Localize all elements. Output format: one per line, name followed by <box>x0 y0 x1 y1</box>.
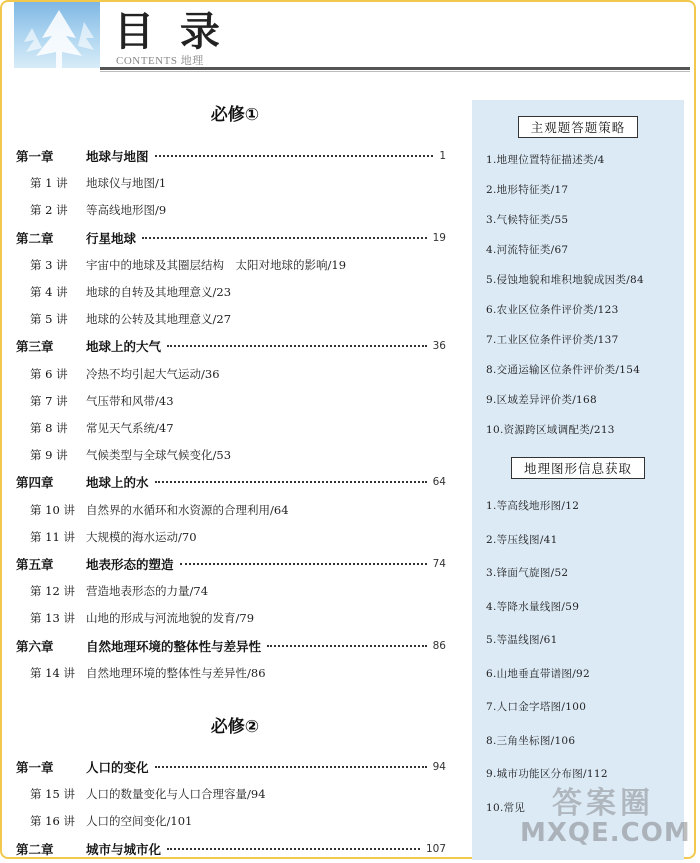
toc-number: 第 12 讲 <box>30 584 75 599</box>
toc-title: 行星地球 <box>86 230 137 246</box>
toc-title: 城市与城市化 <box>86 841 162 857</box>
toc-page-number: 64 <box>432 476 446 489</box>
toc-number: 第 3 讲 <box>30 257 68 272</box>
toc-number: 第 10 讲 <box>30 502 75 517</box>
toc-lecture-row <box>16 281 446 303</box>
toc-title: 气压带和风带/43 <box>86 393 174 408</box>
header-tree-image <box>14 2 100 68</box>
toc-leader-dots <box>142 237 427 239</box>
toc-title: 地球的公转及其地理意义/27 <box>86 312 232 327</box>
toc-lecture-row <box>16 580 446 602</box>
toc-number: 第一章 <box>16 760 54 775</box>
panel-list-item: 10.常见 <box>486 801 526 814</box>
panel-list-item: 4.河流特征类/67 <box>486 244 569 256</box>
toc-chapter-row <box>16 227 446 249</box>
page-title: 目 录 <box>114 8 226 55</box>
toc-chapter-row <box>16 756 446 778</box>
page-subtitle: CONTENTS 地理 <box>116 55 204 67</box>
toc-title: 大规模的海水运动/70 <box>86 529 197 544</box>
toc-number: 第五章 <box>16 557 54 572</box>
header-divider <box>100 67 690 70</box>
toc-title: 等高线地形图/9 <box>86 203 167 218</box>
toc-title: 气候类型与全球气候变化/53 <box>86 448 232 463</box>
toc-leader-dots <box>155 155 434 157</box>
toc-page-number: 1 <box>439 150 446 162</box>
toc-lecture-row <box>16 662 446 684</box>
toc-lecture-row <box>16 363 446 385</box>
toc-page-number: 107 <box>425 842 446 855</box>
toc-number: 第 2 讲 <box>30 203 68 218</box>
panel-list-item: 5.侵蚀地貌和堆积地貌成因类/84 <box>486 274 645 286</box>
toc-number: 第二章 <box>16 230 54 246</box>
panel-list-item: 9.城市功能区分布图/112 <box>486 768 608 780</box>
toc-number: 第 1 讲 <box>30 176 68 191</box>
toc-lecture-row <box>16 607 446 629</box>
toc-lecture-row <box>16 254 446 276</box>
toc-number: 第 11 讲 <box>30 529 75 544</box>
panel-list-item: 7.人口金字塔图/100 <box>486 701 587 713</box>
watermark-bottom-text: MXQE.COM <box>520 818 691 848</box>
toc-title: 山地的形成与河流地貌的发育/79 <box>86 611 255 626</box>
strategy-title: 主观题答题策略 <box>518 116 639 138</box>
strategy-header <box>472 116 684 138</box>
toc-title: 营造地表形态的力量/74 <box>86 584 209 599</box>
toc-title: 常见天气系统/47 <box>86 421 174 435</box>
toc-lecture-row <box>16 499 446 521</box>
panel-list-item: 3.锋面气旋图/52 <box>486 567 569 579</box>
toc-number: 第 14 讲 <box>30 665 75 680</box>
toc-number: 第四章 <box>16 475 54 491</box>
tree-illustration <box>22 8 96 68</box>
side-panel <box>472 100 684 860</box>
toc-chapter-row <box>16 145 446 167</box>
toc-title: 地球仪与地图/1 <box>86 176 167 191</box>
toc-lecture-row <box>16 810 446 832</box>
toc-chapter-row <box>16 335 446 357</box>
toc-number: 第 9 讲 <box>30 448 68 463</box>
toc-leader-dots <box>155 766 427 768</box>
toc-lecture-row <box>16 390 446 412</box>
toc-leader-dots <box>267 645 427 647</box>
toc-chapter-row <box>16 838 446 860</box>
panel-list-item: 2.地形特征类/17 <box>486 184 569 196</box>
toc-title: 自然界的水循环和水资源的合理利用/64 <box>86 502 289 517</box>
toc-leader-dots <box>167 345 427 347</box>
toc-number: 第 15 讲 <box>30 787 75 802</box>
toc-number: 第 16 讲 <box>30 814 75 829</box>
toc-page-number: 36 <box>432 340 446 353</box>
panel-list-item: 1.等高线地形图/12 <box>486 500 580 512</box>
toc-chapter-row <box>16 471 446 493</box>
panel-list-item: 6.农业区位条件评价类/123 <box>486 304 619 316</box>
toc-page-number: 74 <box>432 558 446 570</box>
panel-list-item: 5.等温线图/61 <box>486 634 558 646</box>
toc-number: 第三章 <box>16 339 54 355</box>
panel-list-item: 8.交通运输区位条件评价类/154 <box>486 364 641 376</box>
info-header <box>472 457 684 479</box>
toc-number: 第二章 <box>16 841 54 857</box>
toc-lecture-row <box>16 417 446 439</box>
toc-lecture-row <box>16 308 446 330</box>
toc-chapter-row <box>16 635 446 657</box>
toc-chapter-row <box>16 553 446 575</box>
toc-title: 地球与地图 <box>86 149 149 164</box>
toc-title: 地球的自转及其地理意义/23 <box>86 285 232 299</box>
toc-number: 第 6 讲 <box>30 366 68 381</box>
toc-title: 冷热不均引起大气运动/36 <box>86 366 220 381</box>
toc-page-number: 19 <box>432 231 446 244</box>
section-title-book2: 必修② <box>210 717 260 737</box>
toc-number: 第 8 讲 <box>30 421 68 435</box>
panel-list-item: 2.等压线图/41 <box>486 533 558 546</box>
panel-list-item: 8.三角坐标图/106 <box>486 734 576 747</box>
toc-title: 人口的数量变化与人口合理容量/94 <box>86 787 266 802</box>
toc-number: 第六章 <box>16 638 54 654</box>
toc-title: 地球上的大气 <box>86 339 162 355</box>
toc-page-number: 94 <box>432 761 446 773</box>
toc-number: 第 5 讲 <box>30 312 68 327</box>
header-divider-thin <box>100 71 690 72</box>
toc-title: 宇宙中的地球及其圈层结构 太阳对地球的影响/19 <box>86 257 347 272</box>
panel-list-item: 4.等降水量线图/59 <box>486 600 580 613</box>
panel-list-item: 10.资源跨区域调配类/213 <box>486 424 615 436</box>
toc-number: 第 13 讲 <box>30 611 75 626</box>
panel-list-item: 7.工业区位条件评价类/137 <box>486 334 619 346</box>
toc-title: 人口的空间变化/101 <box>86 814 193 829</box>
toc-page-number: 86 <box>432 639 446 652</box>
toc-leader-dots <box>180 563 427 565</box>
panel-list-item: 1.地理位置特征描述类/4 <box>486 154 605 166</box>
toc-title: 自然地理环境的整体性与差异性 <box>86 638 262 654</box>
toc-title: 人口的变化 <box>86 760 149 775</box>
toc-lecture-row <box>16 444 446 466</box>
toc-number: 第 4 讲 <box>30 285 68 299</box>
panel-list-item: 9.区域差异评价类/168 <box>486 394 597 406</box>
toc-title: 地球上的水 <box>86 475 149 491</box>
toc-lecture-row <box>16 172 446 194</box>
toc-lecture-row <box>16 783 446 805</box>
toc-lecture-row <box>16 199 446 221</box>
toc-leader-dots <box>167 848 420 850</box>
toc-lecture-row <box>16 526 446 548</box>
watermark-top-text: 答案圈 <box>552 786 654 821</box>
info-title: 地理图形信息获取 <box>511 457 645 479</box>
panel-list-item: 6.山地垂直带谱图/92 <box>486 667 591 680</box>
toc-title: 自然地理环境的整体性与差异性/86 <box>86 665 266 680</box>
toc-leader-dots <box>155 481 427 483</box>
toc-title: 地表形态的塑造 <box>86 557 174 572</box>
toc-number: 第一章 <box>16 149 54 164</box>
section-title-book1: 必修① <box>210 105 260 125</box>
toc-number: 第 7 讲 <box>30 393 68 408</box>
panel-list-item: 3.气候特征类/55 <box>486 214 569 226</box>
